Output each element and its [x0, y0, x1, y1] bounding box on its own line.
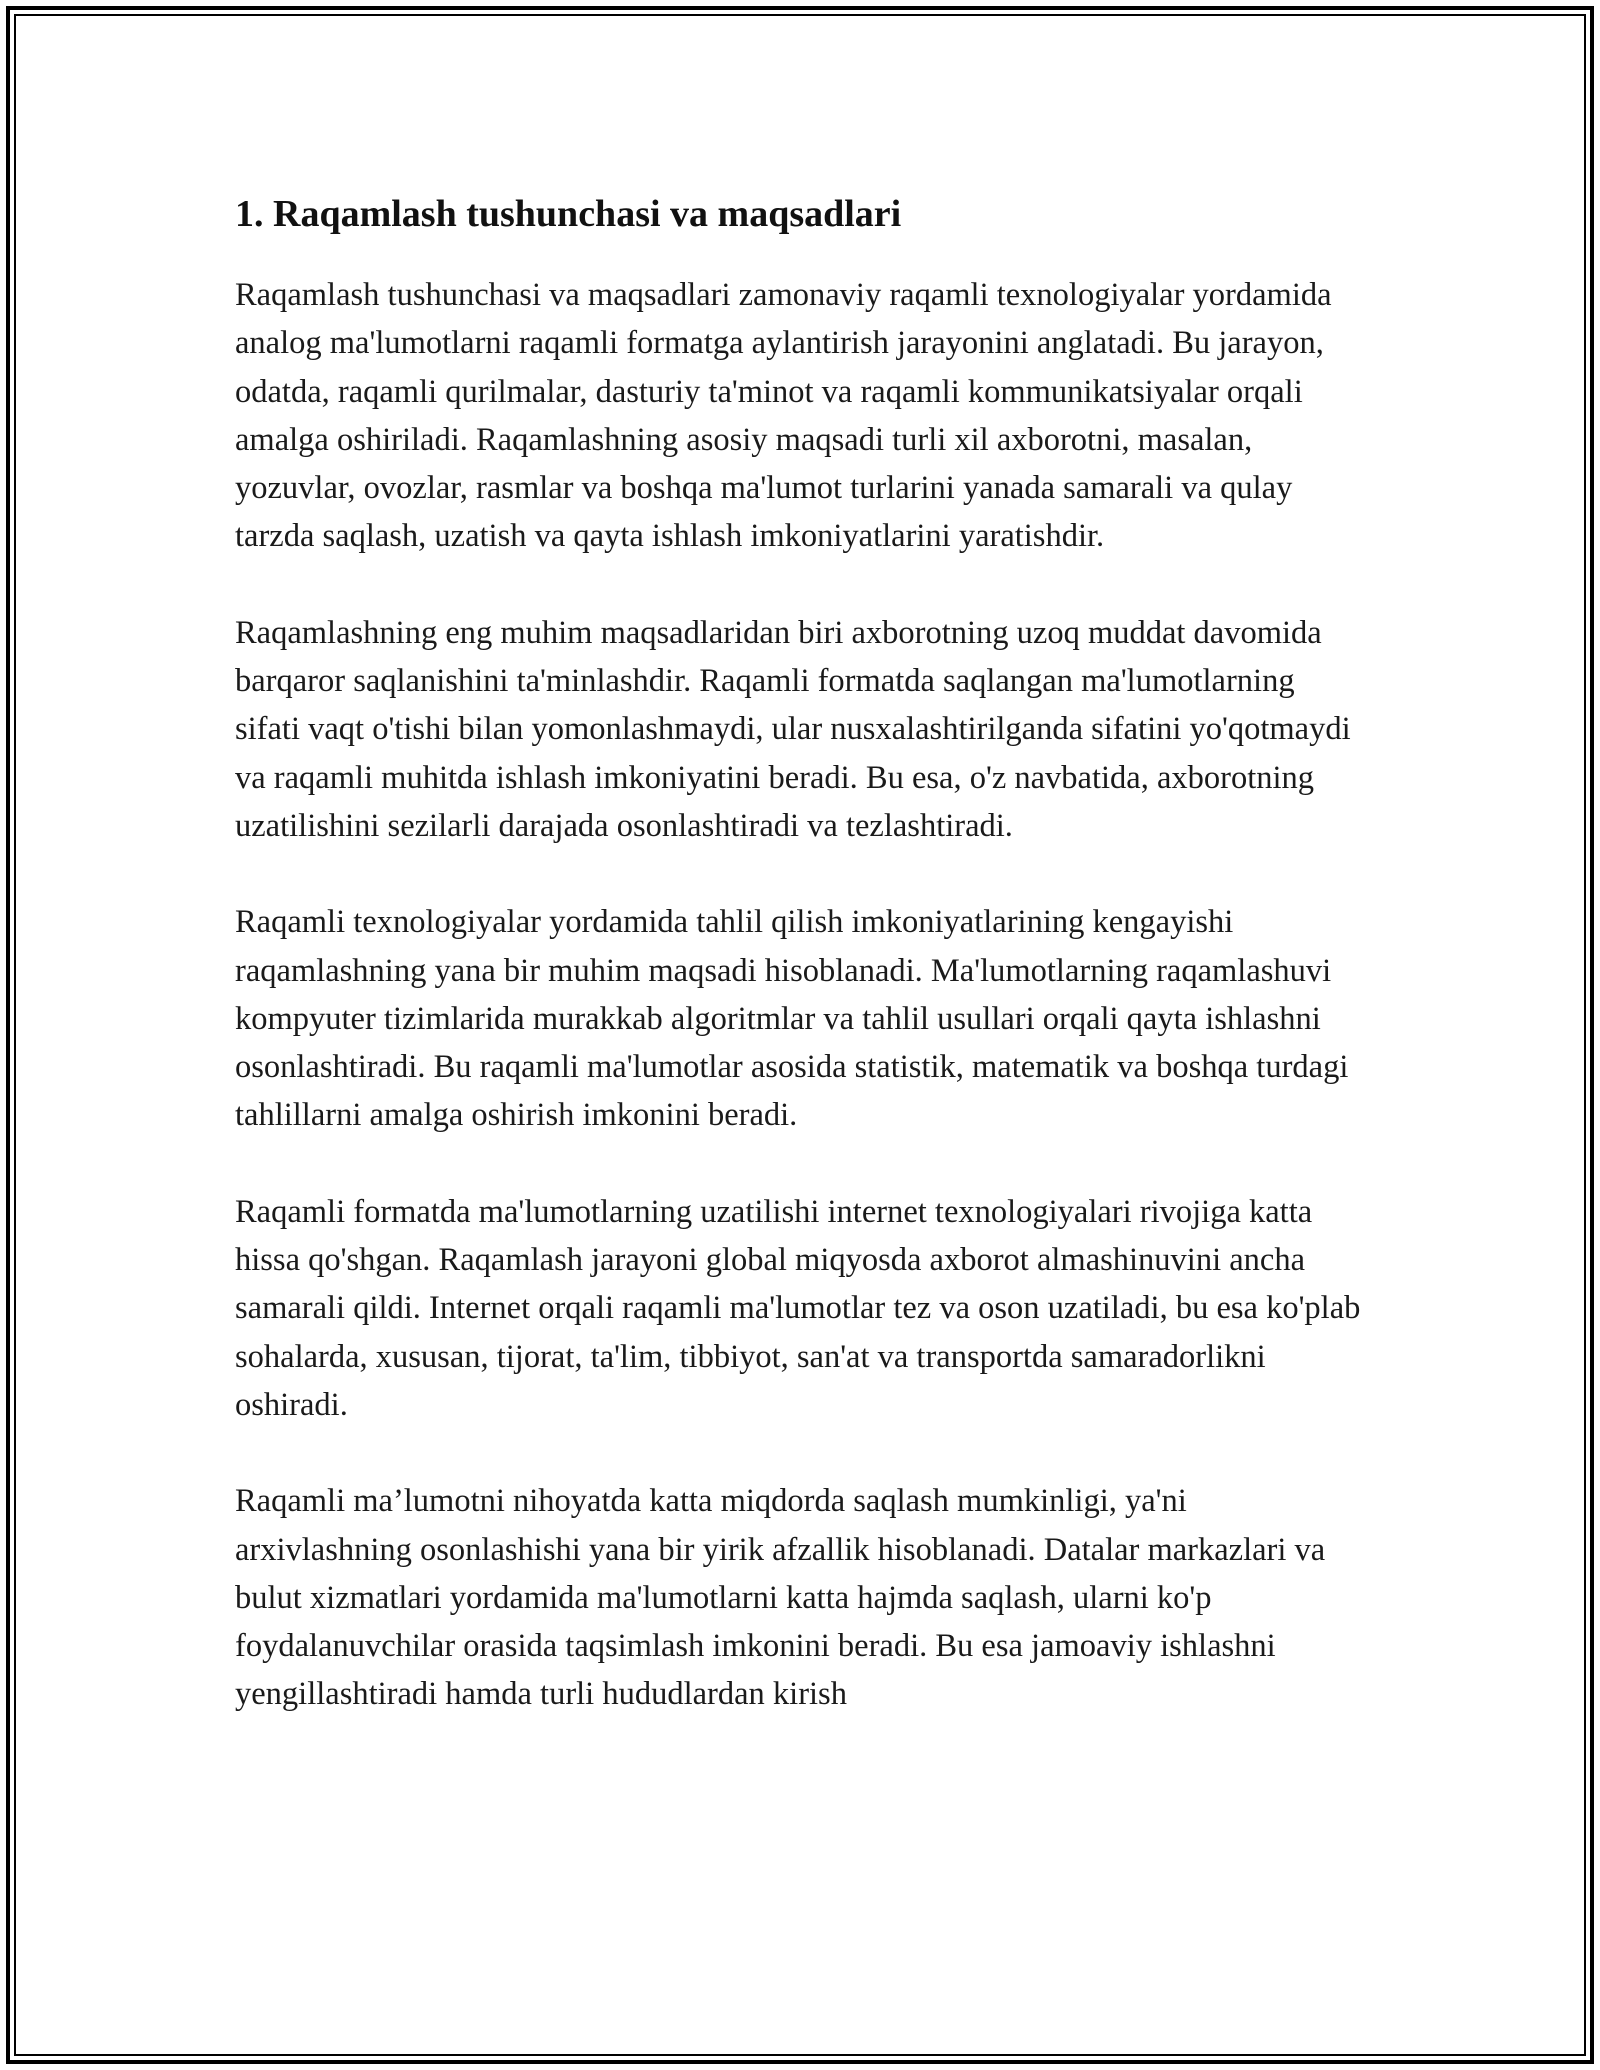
paragraph: Raqamlash tushunchasi va maqsadlari zamonaviy raqamli texnologiyalar yordamida analog ma'lumotlarni raqamli formatga aylantirish jarayonini anglatadi. Bu jarayon, odatda, raqamli qurilmalar, dasturiy ta'minot va raqamli kommunikatsiyalar orqali amalga oshiriladi. Raqamlashning asosiy maqsadi turli xil axborotni, masalan, yozuvlar, ovozlar, rasmlar va boshqa ma'lumot turlarini yanada samarali va qulay tarzda saqlash, uzatish va qayta ishlash imkoniyatlarini yaratishdir. — [235, 277, 1332, 555]
paragraph: Raqamli ma’lumotni nihoyatda katta miqdorda saqlash mumkinligi, ya'ni arxivlashning osonlashishi yana bir yirik afzallik hisoblanadi. Datalar markazlari va bulut xizmatlari yordamida ma'lumotlarni katta hajmda saqlash, ularni ko'p foydalanuvchilar orasida taqsimlash imkonini beradi. Bu esa jamoaviy ishlashni yengillashtiradi hamda turli hududlardan kirish — [235, 1483, 1326, 1713]
document-body — [235, 185, 1365, 1767]
section-heading: 1. Raqamlash tushunchasi va maqsadlari — [235, 193, 902, 235]
paragraph: Raqamli texnologiyalar yordamida tahlil qilish imkoniyatlarining kengayishi raqamlashning yana bir muhim maqsadi hisoblanadi. Ma'lumotlarning raqamlashuvi kompyuter tizimlarida murakkab algoritmlar va tahlil usullari orqali qayta ishlashni osonlashtiradi. Bu raqamli ma'lumotlar asosida statistik, matematik va boshqa turdagi tahlillarni amalga oshirish imkonini beradi. — [235, 904, 1349, 1134]
paragraph: Raqamli formatda ma'lumotlarning uzatilishi internet texnologiyalari rivojiga katta hissa qo'shgan. Raqamlash jarayoni global miqyosda axborot almashinuvini ancha samarali qildi. Internet orqali raqamli ma'lumotlar tez va oson uzatiladi, bu esa ko'plab sohalarda, xususan, tijorat, ta'lim, tibbiyot, san'at va transportda samaradorlikni oshiradi. — [235, 1193, 1361, 1423]
paragraph: Raqamlashning eng muhim maqsadlaridan biri axborotning uzoq muddat davomida barqaror saqlanishini ta'minlashdir. Raqamli formatda saqlangan ma'lumotlarning sifati vaqt o'tishi bilan yomonlashmaydi, ular nusxalashtirilganda sifatini yo'qotmaydi va raqamli muhitda ishlash imkoniyatini beradi. Bu esa, o'z navbatida, axborotning uzatilishini sezilarli darajada osonlashtiradi va tezlashtiradi. — [235, 614, 1351, 844]
